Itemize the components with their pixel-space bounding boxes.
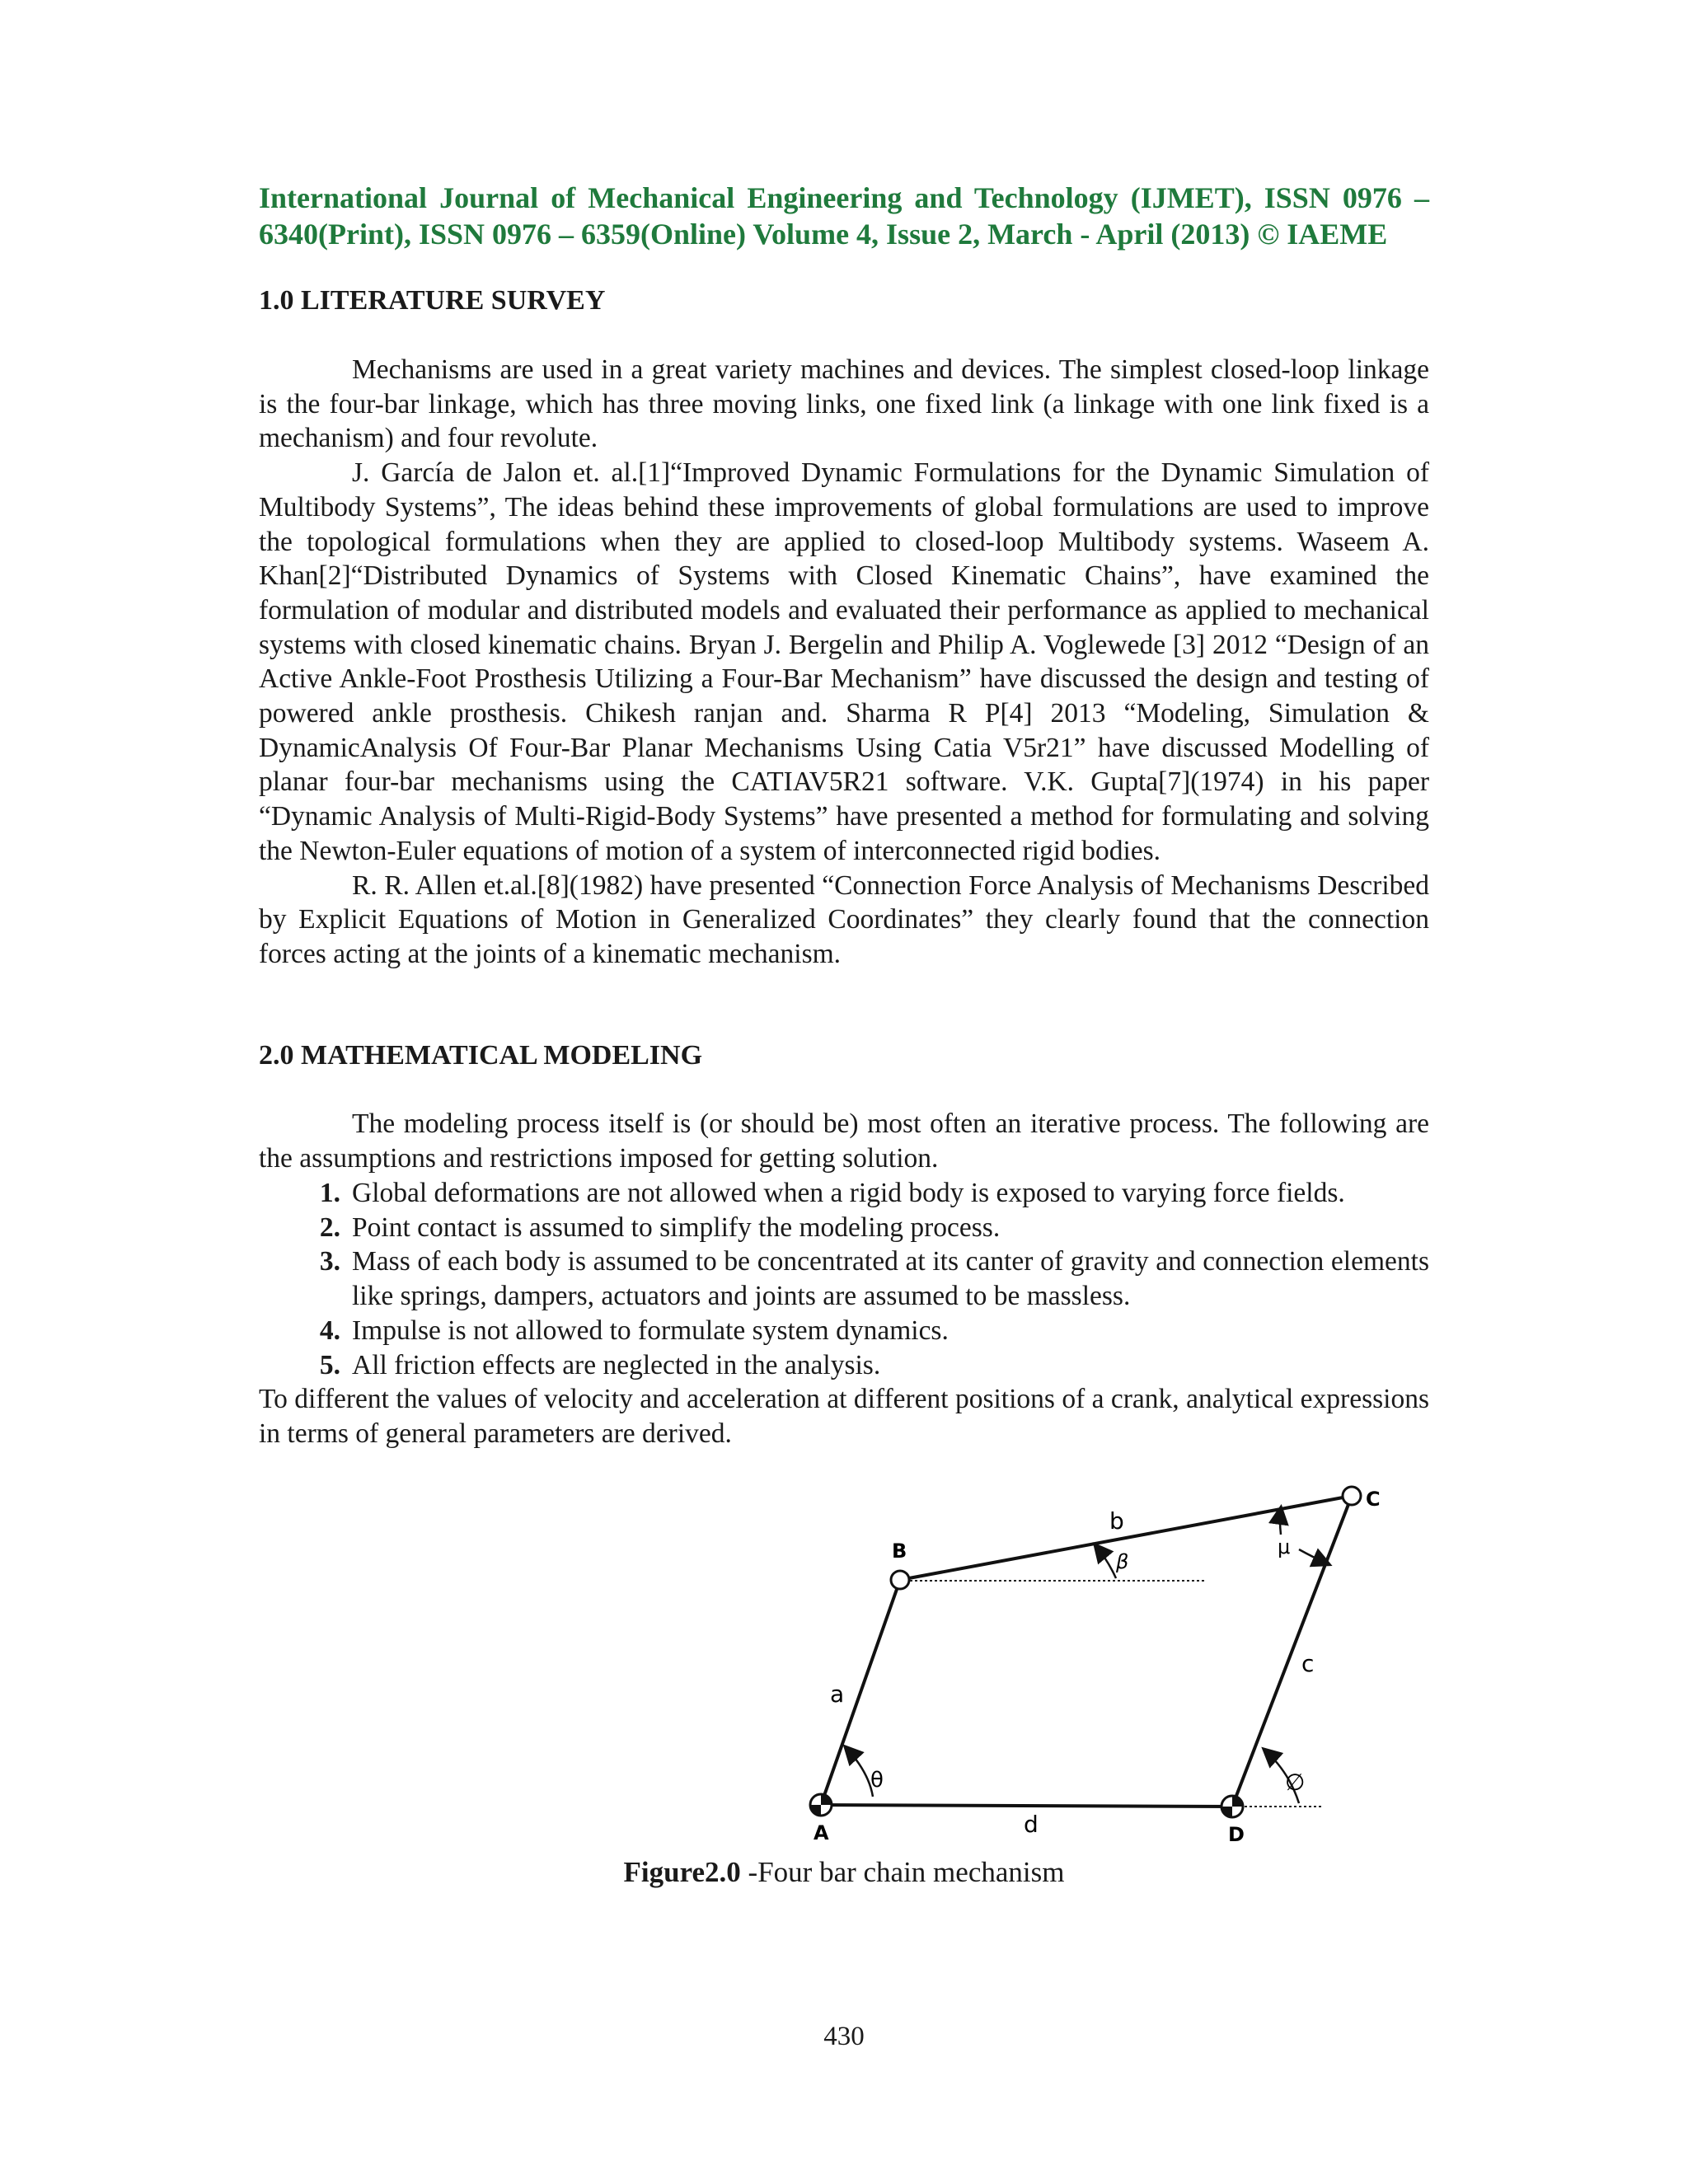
journal-header (259, 180, 1429, 252)
assumptions-list (259, 1176, 1429, 1382)
label-point-d: D (1228, 1823, 1245, 1846)
label-mu: μ (1278, 1535, 1291, 1558)
label-link-d: d (1024, 1811, 1039, 1838)
mu-angle-arrow-2 (1299, 1549, 1329, 1564)
list-item (259, 1314, 1429, 1348)
label-theta: θ (870, 1768, 884, 1793)
paragraph: R. R. Allen et.al.[8](1982) have presented “Connection Force Analysis of Mechanisms Described by Explicit Equations of Motion in Generalized Coordinates” they clearly found that the connection forces acting at the joints of a kinematic mechanism. (259, 869, 1429, 969)
list-item-number: 5. (319, 1349, 340, 1380)
label-point-a: A (814, 1821, 829, 1844)
list-item (259, 1348, 1429, 1383)
label-link-a: a (830, 1680, 845, 1708)
section-2-heading: 2.0 MATHEMATICAL MODELING (259, 1040, 703, 1071)
list-item-text: All friction effects are neglected in the analysis. (352, 1349, 881, 1380)
list-item-number: 4. (319, 1315, 340, 1346)
beta-angle-arrow (1095, 1545, 1116, 1578)
list-item-text: Mass of each body is assumed to be concentrated at its canter of gravity and connection elements like springs, dampers, actuators and joints are assumed to be massless. (352, 1246, 1429, 1312)
list-item-number: 3. (319, 1246, 340, 1277)
section-2-intro (259, 1107, 1429, 1175)
list-item (259, 1211, 1429, 1245)
figure-caption (259, 1854, 1429, 1891)
section-1-body (259, 353, 1429, 972)
joint-c (1343, 1487, 1361, 1505)
four-bar-diagram (539, 1475, 1404, 1854)
paragraph: Mechanisms are used in a great variety machines and devices. The simplest closed-loop linkage is the four-bar linkage, which has three moving links, one fixed link (a linkage with one link fixed is a mechanism) and four revolute. (259, 354, 1429, 454)
label-link-c: c (1301, 1650, 1315, 1677)
paragraph: J. García de Jalon et. al.[1]“Improved Dynamic Formulations for the Dynamic Simulation of Multibody Systems”, The ideas behind these improvements of global formulations are used to improve the topological formulations when they are applied to closed-loop Multibody systems. Waseem A. Khan[2]“Distributed Dynamics of Systems with Closed Kinematic Chains”, have examined the formulation of modular and distributed models and evaluated their performance as applied to mechanical systems with closed kinematic chains. Bryan J. Bergelin and Philip A. Voglewede [3] 2012 “Design of an Active Ankle-Foot Prosthesis Utilizing a Four-Bar Mechanism” have discussed the design and testing of powered ankle prosthesis. Chikesh ranjan and. Sharma R P[4] 2013 “Modeling, Simulation & DynamicAnalysis Of Four-Bar Planar Mechanisms Using Catia V5r21” have discussed Modelling of planar four-bar mechanisms using the CATIAV5R21 software. V.K. Gupta[7](1974) in his paper “Dynamic Analysis of Multi-Rigid-Body Systems” have presented a method for formulating and solving the Newton-Euler equations of motion of a system of interconnected rigid bodies. (259, 457, 1429, 866)
paragraph: The modeling process itself is (or should be) most often an iterative process. The following are the assumptions and restrictions imposed for getting solution. (259, 1108, 1429, 1174)
list-item-number: 2. (319, 1212, 340, 1243)
label-beta: β (1116, 1550, 1129, 1573)
journal-header-line-1: International Journal of Mechanical Engineering and Technology (IJMET), ISSN 0976 – (259, 181, 1429, 214)
list-item (259, 1176, 1429, 1211)
link-d (821, 1805, 1232, 1807)
paragraph: To different the values of velocity and acceleration at different positions of a crank, analytical expressions in terms of general parameters are derived. (259, 1384, 1429, 1449)
figure-caption-number: Figure2.0 (623, 1856, 741, 1888)
section-2-closing (259, 1382, 1429, 1451)
link-c (1232, 1496, 1352, 1807)
joint-b (891, 1571, 909, 1589)
section-1-heading: 1.0 LITERATURE SURVEY (259, 285, 606, 316)
ground-pivot-d (1221, 1796, 1243, 1817)
label-phi: ∅ (1285, 1769, 1306, 1796)
label-point-c: C (1366, 1488, 1381, 1511)
theta-angle-arrow (846, 1747, 873, 1797)
ground-pivot-a (810, 1794, 832, 1816)
figure-caption-text: -Four bar chain mechanism (740, 1856, 1065, 1888)
label-link-b: b (1109, 1507, 1124, 1535)
journal-header-line-2: 6340(Print), ISSN 0976 – 6359(Online) Volume 4, Issue 2, March - April (2013) © IAEME (259, 218, 1388, 251)
list-item-text: Global deformations are not allowed when a rigid body is exposed to varying force fields. (352, 1178, 1345, 1208)
list-item-number: 1. (319, 1178, 340, 1208)
list-item (259, 1244, 1429, 1313)
list-item-text: Impulse is not allowed to formulate system dynamics. (352, 1315, 949, 1346)
list-item-text: Point contact is assumed to simplify the modeling process. (352, 1212, 1001, 1243)
mu-angle-arrow-1 (1280, 1508, 1281, 1535)
label-point-b: B (892, 1540, 907, 1563)
page-number: 430 (823, 2022, 865, 2051)
